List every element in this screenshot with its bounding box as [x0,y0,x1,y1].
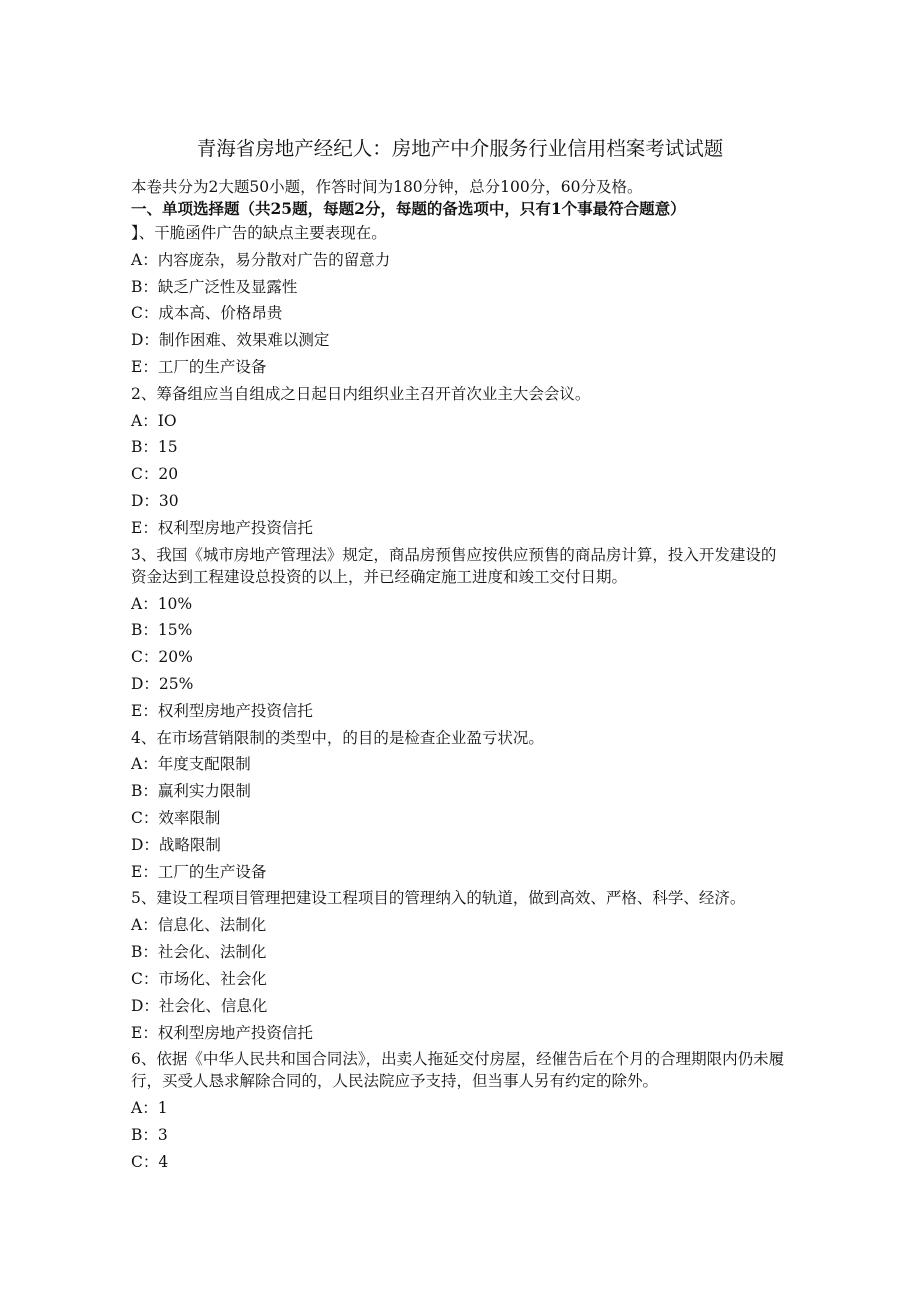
question-stem: 6、依据《中华人民共和国合同法》，出卖人拖延交付房屋，经催告后在个月的合理期限内仍未履行，买受人恳求解除合同的，人民法院应予支持，但当事人另有约定的除外。 [131,1050,785,1091]
option-e: E：权利型房地产投资信托 [131,1023,313,1042]
option-c: C：市场化、社会化 [131,969,267,988]
option-c: C：20% [131,648,193,667]
question-3 [131,542,791,725]
option-d: D：社会化、信息化 [131,996,268,1015]
option-d: D：30 [131,491,179,510]
option-c: C：4 [131,1152,169,1171]
question-5 [131,885,791,1046]
option-c: C：20 [131,465,179,484]
option-b: B：15 [131,438,178,457]
option-a: A：信息化、法制化 [131,916,267,935]
question-6 [131,1046,791,1175]
exam-intro: 本卷共分为2大题50小题，作答时间为180分钟，总分100分，60分及格。 [131,178,643,196]
option-e: E：工厂的生产设备 [131,357,267,376]
option-a: A：10% [131,594,193,613]
question-stem: 3、我国《城市房地产管理法》规定，商品房预售应按供应预售的商品房计算，投入开发建设的资金达到工程建设总投资的以上，并已经确定施工进度和竣工交付日期。 [131,545,777,586]
question-stem: 2、筹备组应当自组成之日起日内组织业主召开首次业主大会会议。 [131,384,591,403]
option-b: B：社会化、法制化 [131,943,267,962]
option-d: D：25% [131,674,194,693]
question-1 [131,220,791,381]
option-a: A：年度支配限制 [131,755,251,774]
document-body [131,176,791,1176]
page-title: 青海省房地产经纪人：房地产中介服务行业信用档案考试试题 [196,137,724,160]
option-a: A：内容庞杂，易分散对广告的留意力 [131,250,391,269]
question-stem: 5、建设工程项目管理把建设工程项目的管理纳入的轨道，做到高效、严格、科学、经济。 [131,889,746,908]
option-e: E：工厂的生产设备 [131,862,267,881]
option-e: E：权利型房地产投资信托 [131,518,313,537]
option-d: D：制作困难、效果难以测定 [131,331,330,350]
option-a: A：1 [131,1099,168,1118]
option-a: A：IO [131,411,177,430]
option-c: C：成本高、价格昂贵 [131,304,283,323]
option-d: D：战略限制 [131,835,221,854]
option-b: B：15% [131,621,193,640]
option-b: B：赢利实力限制 [131,782,251,801]
option-b: B：3 [131,1126,168,1145]
section-heading: 一、单项选择题（共25题，每题2分，每题的备选项中，只有1个事最符合题意） [131,199,686,218]
option-e: E：权利型房地产投资信托 [131,701,313,720]
option-b: B：缺乏广泛性及显露性 [131,277,298,296]
option-c: C：效率限制 [131,808,221,827]
question-stem: 】、干脆函件广告的缺点主要表现在。 [131,224,387,242]
question-stem: 4、在市场营销限制的类型中，的目的是检查企业盈亏状况。 [131,728,544,747]
question-2 [131,381,791,542]
question-4 [131,725,791,886]
